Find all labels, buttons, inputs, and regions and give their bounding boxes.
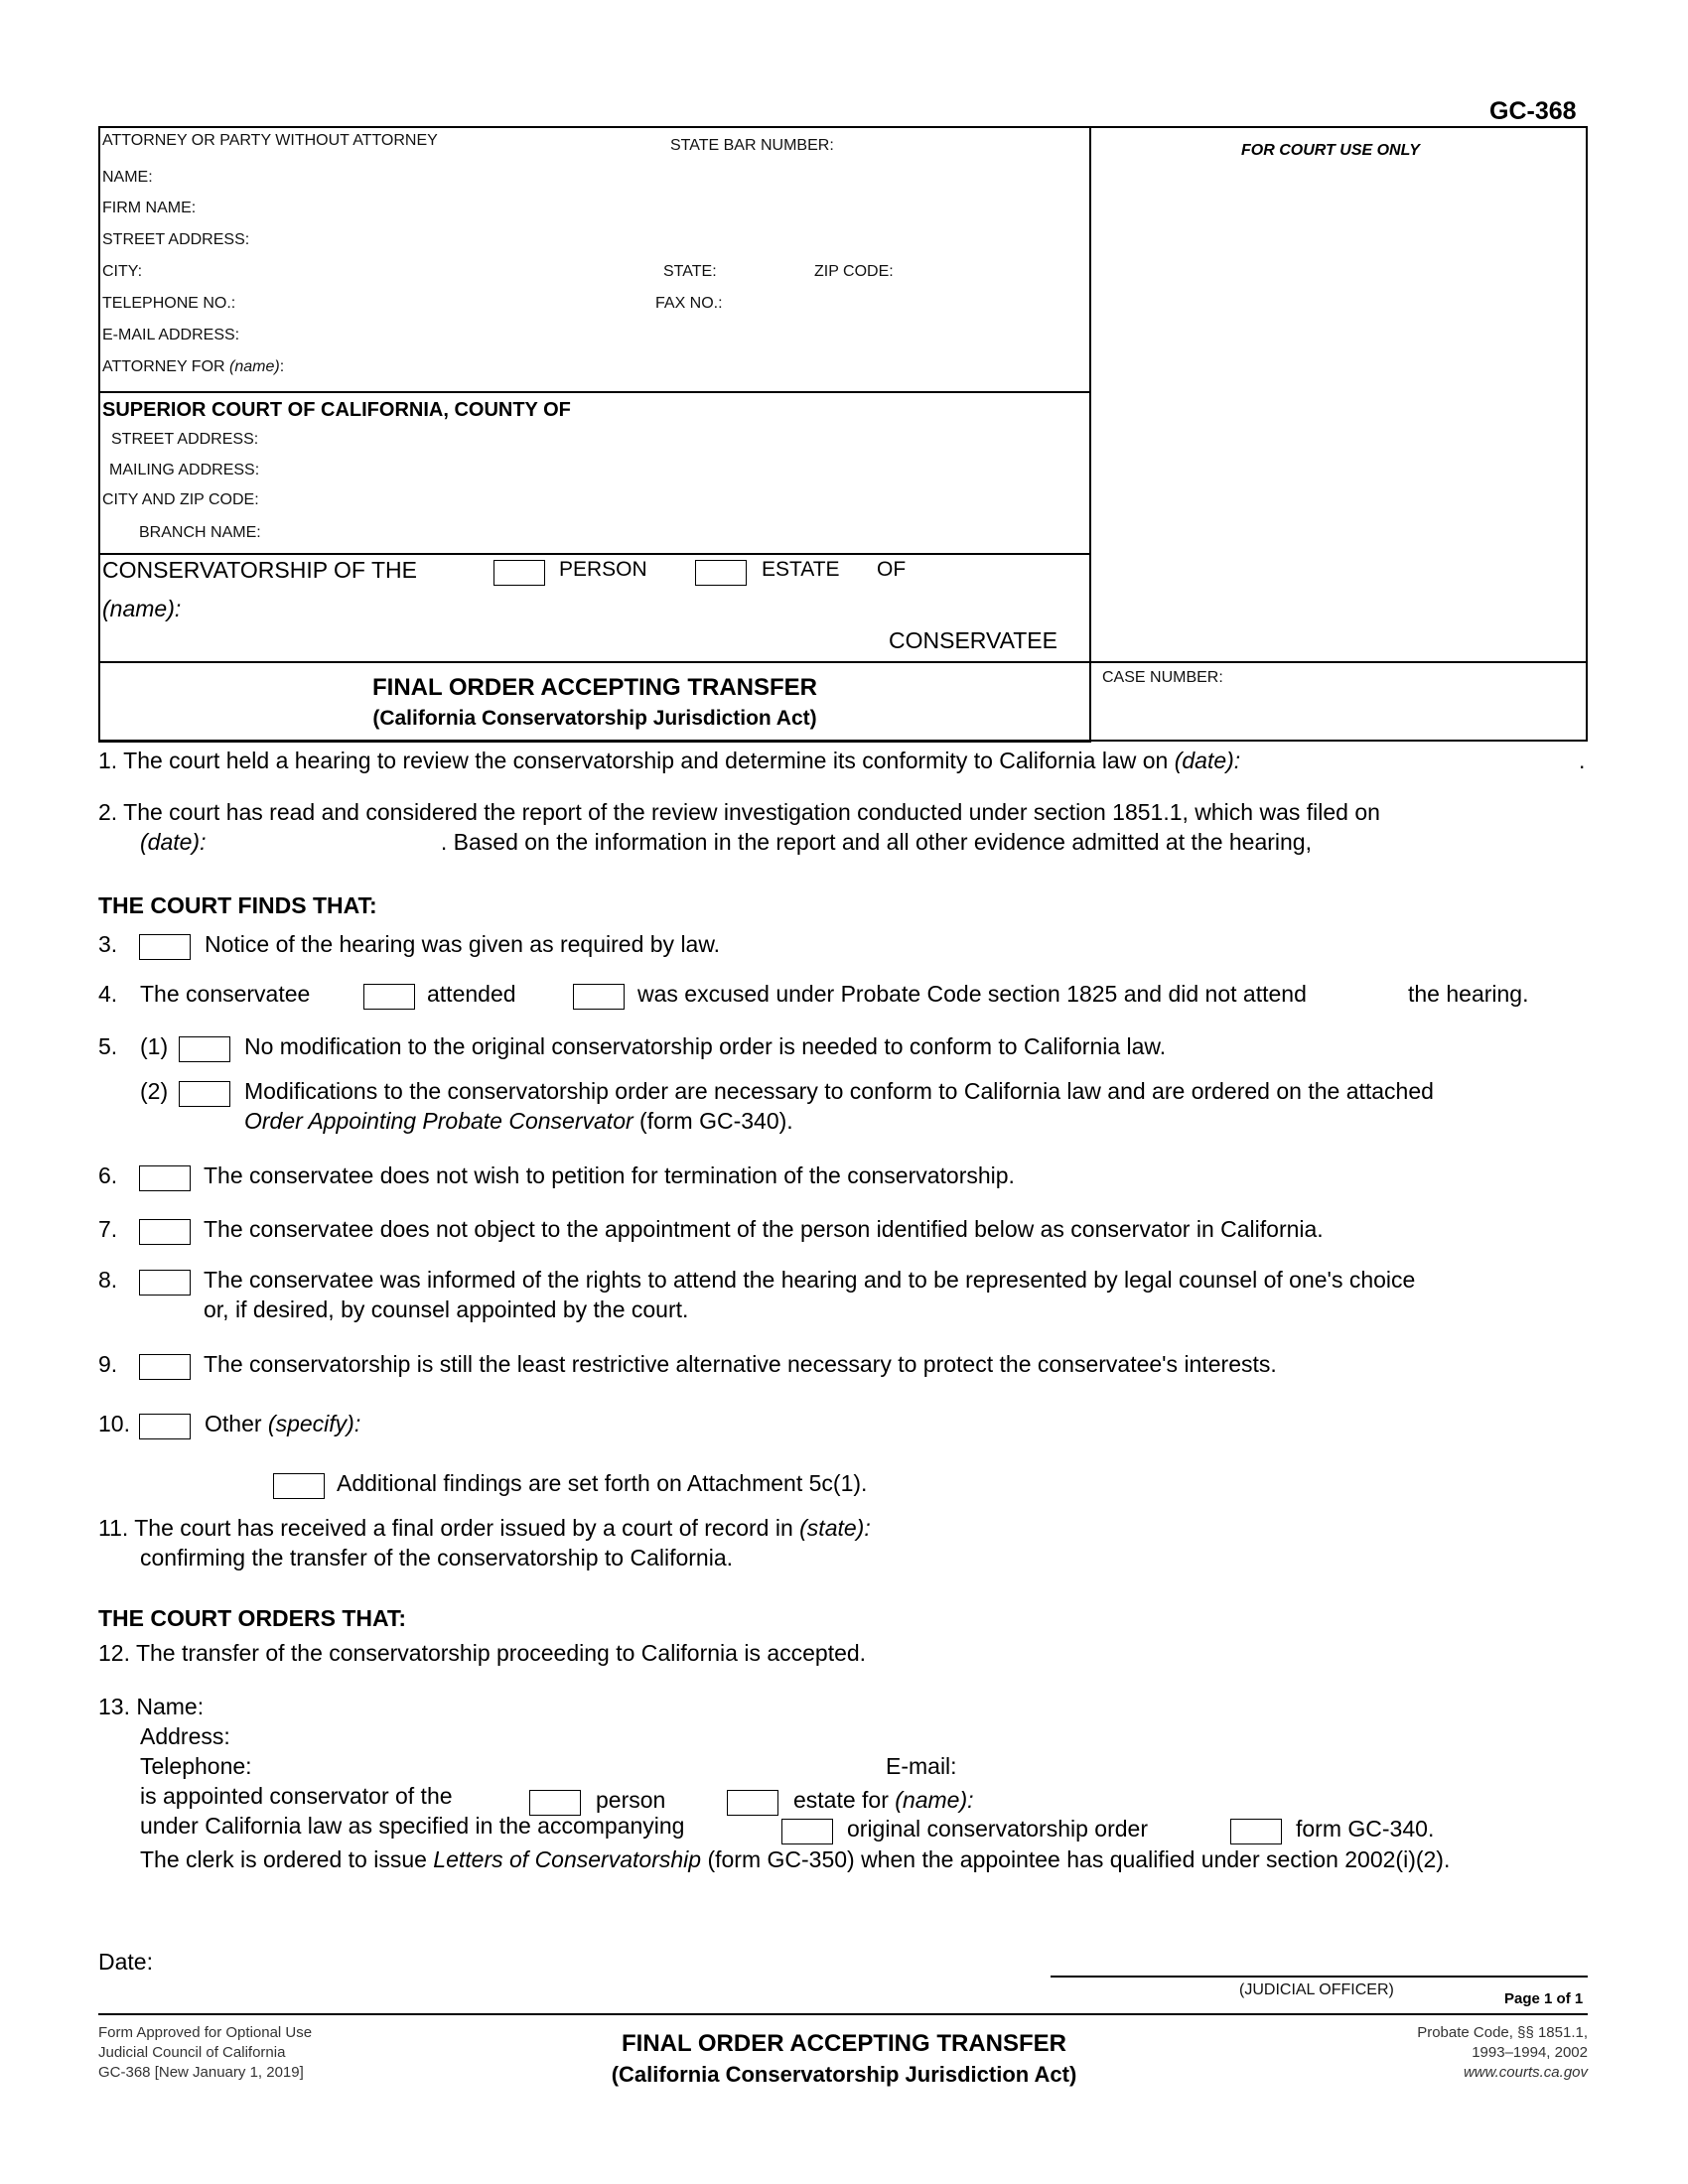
additional-findings-checkbox[interactable] — [273, 1473, 325, 1499]
item-4-text-a: The conservatee — [140, 981, 311, 1007]
item-4-num: 4. — [98, 981, 118, 1007]
item-1-label: 1. The court held a hearing to review the conservatorship and determine its conformity to California law on — [98, 748, 1169, 773]
form-id: GC-368 — [1489, 97, 1577, 125]
item-13-form-period: . — [1427, 1816, 1435, 1842]
conservatee-for-name-input[interactable] — [998, 1787, 1569, 1813]
findings-heading: THE COURT FINDS THAT: — [98, 892, 377, 918]
footer-right-1: Probate Code, §§ 1851.1, — [1417, 2024, 1588, 2041]
item-8-text-line-2: or, if desired, by counsel appointed by the court. — [204, 1297, 689, 1322]
item-13-form-text — [1296, 1816, 1434, 1843]
item-8-checkbox[interactable] — [139, 1270, 191, 1296]
signature-date-input[interactable] — [169, 1949, 566, 1975]
report-date-input[interactable] — [223, 829, 447, 855]
footer-left-3: GC-368 [New January 1, 2019] — [98, 2064, 304, 2081]
item-3-text: Notice of the hearing was given as required by law. — [205, 931, 721, 957]
footer-title: FINAL ORDER ACCEPTING TRANSFER — [621, 2030, 1066, 2057]
item-1-end: . — [1579, 748, 1586, 773]
footer-right-2: 1993–1994, 2002 — [1472, 2044, 1588, 2061]
firm-label: FIRM NAME: — [102, 200, 197, 216]
divider-court — [98, 391, 1091, 393]
item-13-estate-label: estate for — [793, 1787, 889, 1813]
form-title: FINAL ORDER ACCEPTING TRANSFER — [371, 674, 817, 701]
item-5-2-form-name: Order Appointing Probate Conservator — [244, 1108, 633, 1134]
attorney-for-text: ATTORNEY FOR — [102, 358, 225, 375]
item-8-text-line-1: The conservatee was informed of the rights to attend the hearing and to be represented by legal counsel of one's choice — [204, 1267, 1416, 1293]
item-1-date-label: (date): — [1174, 748, 1241, 773]
attended-checkbox[interactable] — [363, 984, 415, 1010]
court-street-label: STREET ADDRESS: — [111, 431, 259, 448]
court-use-box — [1089, 126, 1588, 742]
item-13-letters: Letters of Conservatorship — [433, 1846, 702, 1872]
attorney-city-input[interactable] — [149, 260, 645, 282]
person-label: PERSON — [559, 558, 647, 581]
item-10-label: Other — [205, 1411, 262, 1436]
judicial-officer-label: (JUDICIAL OFFICER) — [1239, 1981, 1394, 1998]
case-number-label: CASE NUMBER: — [1102, 669, 1223, 686]
telephone-input[interactable] — [248, 292, 645, 314]
item-13-person-label: person — [596, 1787, 666, 1813]
court-mailing-label: MAILING ADDRESS: — [109, 462, 260, 478]
item-13-address-label: Address: — [140, 1723, 230, 1749]
street-label: STREET ADDRESS: — [102, 231, 250, 248]
item-2-line-1: 2. The court has read and considered the report of the review investigation conducted under section 1851.1, which was filed on — [98, 799, 1380, 825]
item-9-text: The conservatorship is still the least restrictive alternative necessary to protect the conservatee's interests. — [204, 1351, 1277, 1377]
item-13-under-text: under California law as specified in the accompanying — [140, 1813, 685, 1839]
item-13-clerk-b: (form GC-350) when the appointee has qualified under section 2002(i)(2). — [707, 1846, 1451, 1872]
attorney-street-input[interactable] — [260, 228, 757, 250]
appointee-address-input[interactable] — [243, 1723, 1569, 1749]
item-5-2-num: (2) — [140, 1078, 169, 1104]
item-12-text: 12. The transfer of the conservatorship proceeding to California is accepted. — [98, 1640, 867, 1666]
conservatorship-of-the: CONSERVATORSHIP OF THE — [102, 557, 417, 583]
appointee-name-input[interactable] — [218, 1694, 1569, 1719]
court-use-label: FOR COURT USE ONLY — [1241, 142, 1420, 159]
footer-left — [98, 2023, 312, 2083]
item-7-checkbox[interactable] — [139, 1219, 191, 1245]
footer-divider — [98, 2013, 1588, 2015]
attorney-for-name: (name) — [229, 358, 280, 375]
item-13-clerk-a: The clerk is ordered to issue — [140, 1846, 427, 1872]
item-11-line-1 — [98, 1515, 871, 1542]
court-cityzip-label: CITY AND ZIP CODE: — [102, 491, 259, 508]
item-5-2-form-number: (form GC-340). — [639, 1108, 793, 1134]
signature-line — [1051, 1976, 1588, 1978]
item-8-num: 8. — [98, 1267, 118, 1293]
item-5-2-line-2 — [244, 1108, 793, 1135]
conservatee-label: CONSERVATEE — [889, 627, 1057, 653]
conservatee-name-label: (name): — [102, 596, 182, 621]
item-10-checkbox[interactable] — [139, 1414, 191, 1439]
item-6-num: 6. — [98, 1162, 118, 1188]
court-branch-label: BRANCH NAME: — [139, 524, 261, 541]
other-findings-input[interactable] — [387, 1411, 1569, 1436]
email-label: E-MAIL ADDRESS: — [102, 327, 240, 343]
item-3-num: 3. — [98, 931, 118, 957]
item-9-num: 9. — [98, 1351, 118, 1377]
person-checkbox[interactable] — [493, 560, 545, 586]
item-13-name-ital: (name): — [895, 1787, 974, 1813]
item-2-rest: . Based on the information in the report and all other evidence admitted at the hearing, — [440, 829, 1312, 855]
item-13-estate-text — [793, 1787, 974, 1814]
footer-subtitle: (California Conservatorship Jurisdiction Act) — [611, 2062, 1077, 2087]
item-9-checkbox[interactable] — [139, 1354, 191, 1380]
fax-label: FAX NO.: — [655, 295, 723, 312]
item-13-email-label: E-mail: — [886, 1753, 957, 1779]
telephone-label: TELEPHONE NO.: — [102, 295, 236, 312]
item-10-text — [205, 1411, 360, 1437]
item-4-text-c: was excused under Probate Code section 1825 and did not attend — [637, 981, 1307, 1007]
item-13-estate-checkbox[interactable] — [727, 1790, 778, 1816]
court-title: SUPERIOR COURT OF CALIFORNIA, COUNTY OF — [102, 399, 571, 421]
item-13-clerk-text — [140, 1846, 1450, 1873]
additional-findings-text: Additional findings are set forth on Attachment 5c(1). — [337, 1470, 868, 1496]
item-7-text: The conservatee does not object to the appointment of the person identified below as conservator in California. — [204, 1216, 1324, 1242]
item-3-checkbox[interactable] — [139, 934, 191, 960]
state-input[interactable] — [948, 1515, 1564, 1541]
item-11-line-2: confirming the transfer of the conservatorship to California. — [140, 1545, 734, 1570]
form-gc340-checkbox[interactable] — [1230, 1819, 1282, 1844]
attorney-for-colon: : — [279, 358, 285, 375]
item-5-1-checkbox[interactable] — [179, 1036, 230, 1062]
zip-label: ZIP CODE: — [814, 263, 894, 280]
item-2-date-label: (date): — [140, 829, 207, 855]
item-13-original-label: original conservatorship order — [847, 1816, 1148, 1842]
item-5-1-num: (1) — [140, 1033, 169, 1059]
item-6-text: The conservatee does not wish to petition for termination of the conservatorship. — [204, 1162, 1015, 1188]
city-label: CITY: — [102, 263, 143, 280]
item-7-num: 7. — [98, 1216, 118, 1242]
page-number: Page 1 of 1 — [1504, 1990, 1584, 2007]
item-13-name-label: 13. Name: — [98, 1694, 205, 1719]
item-13-form-label: form GC-340 — [1296, 1816, 1428, 1842]
firm-name-input[interactable] — [204, 197, 760, 218]
footer-right — [1291, 2023, 1588, 2083]
item-5-1-text: No modification to the original conservatorship order is needed to conform to California law. — [244, 1033, 1167, 1059]
item-5-num: 5. — [98, 1033, 118, 1059]
item-10-num: 10. — [98, 1411, 130, 1436]
item-6-checkbox[interactable] — [139, 1165, 191, 1191]
estate-label: ESTATE — [762, 558, 840, 581]
footer-left-1: Form Approved for Optional Use — [98, 2024, 313, 2041]
footer-left-2: Judicial Council of California — [98, 2044, 286, 2061]
original-order-checkbox[interactable] — [781, 1819, 833, 1844]
courts-website-link[interactable]: www.courts.ca.gov — [1463, 2064, 1588, 2081]
of-label: OF — [877, 558, 907, 581]
item-5-2-checkbox[interactable] — [179, 1081, 230, 1107]
item-10-specify: (specify): — [267, 1411, 361, 1436]
attorney-for-input[interactable] — [298, 355, 755, 377]
state-label: STATE: — [663, 263, 717, 280]
item-13-telephone-label: Telephone: — [140, 1753, 252, 1779]
form-subtitle: (California Conservatorship Jurisdiction Act) — [372, 707, 817, 730]
excused-checkbox[interactable] — [573, 984, 625, 1010]
item-13-appointed-text: is appointed conservator of the — [140, 1783, 453, 1809]
divider-conservatorship — [98, 553, 1091, 555]
item-1-text — [98, 748, 1240, 774]
attorney-for-label — [102, 358, 284, 376]
attorney-label: ATTORNEY OR PARTY WITHOUT ATTORNEY — [102, 132, 438, 149]
item-11-state-label: (state): — [799, 1515, 871, 1541]
date-label: Date: — [98, 1949, 153, 1975]
item-11-text: 11. The court has received a final order issued by a court of record in — [98, 1515, 793, 1541]
item-4-text-d: the hearing. — [1408, 981, 1529, 1007]
estate-checkbox[interactable] — [695, 560, 747, 586]
orders-heading: THE COURT ORDERS THAT: — [98, 1605, 407, 1631]
email-input[interactable] — [253, 324, 750, 345]
appointee-telephone-input[interactable] — [268, 1753, 864, 1779]
attorney-name-input[interactable] — [164, 166, 660, 188]
case-number-input[interactable] — [1102, 695, 1569, 725]
item-5-2-text: Modifications to the conservatorship order are necessary to conform to California law and are ordered on the attached — [244, 1078, 1434, 1104]
hearing-date-input[interactable] — [1375, 748, 1574, 773]
state-bar-label: STATE BAR NUMBER: — [670, 137, 834, 154]
appointee-email-input[interactable] — [973, 1753, 1569, 1779]
name-label: NAME: — [102, 169, 153, 186]
conservatee-name-input[interactable] — [199, 596, 894, 621]
item-4-text-b: attended — [427, 981, 516, 1007]
